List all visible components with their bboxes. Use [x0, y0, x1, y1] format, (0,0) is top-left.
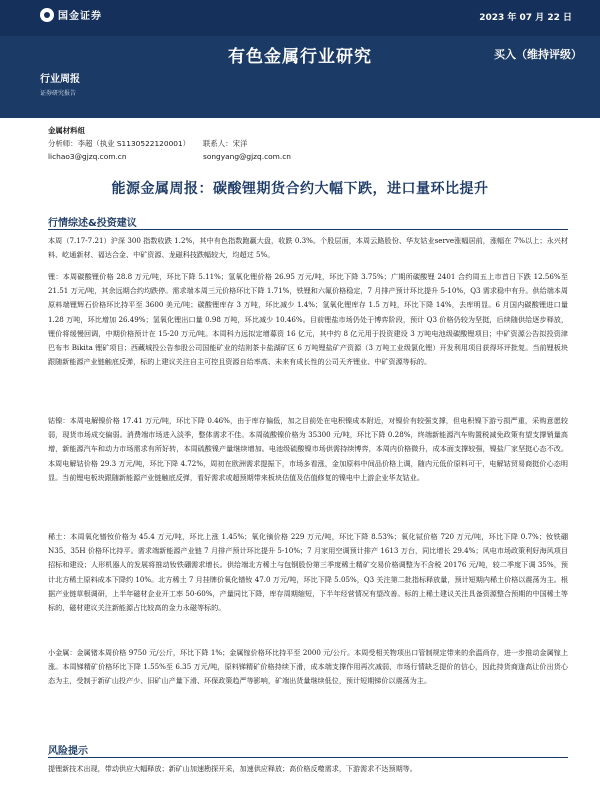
report-department: 证券研究报告 — [40, 90, 77, 97]
report-headline: 能源金属周报：碳酸锂期货合约大幅下跌，进口量环比提升 — [111, 181, 489, 197]
rare-earth-paragraph: 稀土：本周氧化镨钕价格为 45.4 万元/吨，环比上涨 1.45%；氧化镝价格 229 万元/吨，环比下降 8.53%；氧化铽价格 720 万元/吨，环比下降 0.7%；钕铁硼 N35、35H 价格环比持平。需求端新能源产业链 7 月排产预计环比提升 5-10%；7 月家用空调预计排产 1613 万台，同比增长 29.4%；风电市场政策利好海风项目招标和建设；人形机器人的发展将推动钕铁硼需求增长。供给端北方稀土与包钢股份第三季度稀土精矿交易价格调整为不含税 20176 元/吨，较二季度下调 35%，预计北方稀土原料成本下降约 10%。北方稀土 7 月挂牌价氧化镨钕 47.0 万元/吨，环比下降 5.05%，Q3 关注第二批指标释放量，预计短期内稀土价格以震荡为主。根据产业链草根调研，上半年磁材企业开工率 50-60%，产量同比下降，库存周期缩短，下半年经营情况有望改善。标的上稀土建议关注具备资源整合预期的中国稀土等标的，磁材建议关注新能源占比较高的金力永磁等标的。 — [48, 532, 568, 613]
company-logo-text: 国金证券 — [58, 11, 102, 22]
investment-rating: 买入（维持评级） — [494, 48, 582, 61]
market-overview-paragraph: 本周（7.17-7.21）沪深 300 指数收跌 1.2%，其中有色指数跑赢大盘，收跌 0.3%。个股层面，本周云路股份、华友钴业serve涨幅居前，涨幅在 7%以上；永兴材料、屹通新材、福达合金、中矿资源、龙磁科技跌幅较大，均超过 5%。 — [48, 236, 568, 260]
report-type: 行业周报 — [40, 74, 80, 85]
analyst-email[interactable]: lichao3@gjzq.com.cn — [48, 152, 127, 161]
minor-metals-paragraph: 小金属：金属锗本周价格 9750 元/公斤，环比下降 1%；金属镓价格环比持平至 2000 元/公斤。本周受相关物项出口管制规定带来的余温尚存，进一步推动金属镓上涨。本周锑精矿价格环比下降 1.55%至 6.35 万元/吨，原料锑精矿价格持续下滑，成本端支撑作用再次减弱，市场行情缺乏提价的信心，因此持货商逢高让价出货心态为主，受制于新矿山投产少、旧矿山产量下滑、环保政策趋严等影响，矿端出货量继续低位，预计短期锑价以震荡为主。 — [48, 648, 568, 686]
industry-group: 金属材料组 — [48, 126, 85, 135]
risk-paragraph: 提锂新技术出现，带动供应大幅释放；新矿山加速勘探开采，加速供应释放；高价格反噬需求，下游需求不达预期等。 — [48, 764, 417, 773]
section-title-risk: 风险提示 — [48, 746, 88, 757]
report-date: 2023 年 07 月 22 日 — [479, 13, 572, 23]
section-divider — [48, 229, 568, 230]
report-header — [0, 0, 600, 118]
section-divider — [48, 757, 568, 758]
analyst-name: 分析师：李超（执业 S1130522120001） — [48, 139, 191, 148]
contact-email[interactable]: songyang@gjzq.com.cn — [203, 152, 291, 161]
lithium-paragraph: 锂：本周碳酸锂价格 28.8 万元/吨，环比下降 5.11%；氢氧化锂价格 26.95 万元/吨，环比下降 3.75%；广期所碳酸锂 2401 合约周五上市首日下跌 12.56%至 21.51 万元/吨，其余远期合约均跌停。需求端本周三元价格环比下降 1.71%，铁锂和六氟价格稳定，7 月排产预计环比提升 5-10%，Q3 需求稳中有升。供给端本周原料端锂辉石价格环比持平至 3600 美元/吨；碳酸锂库存 3 万吨，环比减少 1.4%；氢氧化锂库存 1.5 万吨，环比下降 14%，去库明显。6 月国内碳酸锂进口量 1.28 万吨，环比增加 26.49%；氢氧化锂出口量 0.98 万吨，环比减少 10.46%。目前锂盐市场仍处于博弈阶段，预计 Q3 价格仍较为坚挺，后续随供给逐步释放，锂价将缓慢回调，中期价格预计在 15-20 万元/吨。本周科力远拟定增募资 16 亿元，其中约 8 亿元用于投资建设 3 万吨电池级碳酸锂项目；中矿资源公告拟投资津巴布韦 Bikita 锂矿项目；西藏城投公告参股公司国能矿业的结则茶卡盐湖矿区 6 万吨锂盐矿产资源（3 万吨工业级氯化锂）开发利用项目获得环评批复。当前锂板块跟随新能源产业链触底反弹，标的上建议关注自主可控且资源自给率高、未来有成长性的公司天齐锂业、中矿资源等标的。 — [48, 272, 568, 367]
analyst-block — [48, 126, 568, 166]
section-title-summary: 行情综述&投资建议 — [48, 218, 137, 229]
report-title: 有色金属行业研究 — [228, 47, 372, 67]
logo-icon — [40, 8, 54, 22]
contact-name: 联系人：宋洋 — [203, 139, 248, 148]
cobalt-nickel-paragraph: 钴镍：本周电解镍价格 17.41 万元/吨，环比下降 0.46%，由于库存偏低，加之目前处在电积镍成本附近，对镍价有较强支撑，但电积镍下游亏损严重，采购意愿较弱，现货市场成交偏弱。消费端市场进入淡季，整体需求不佳。本周硫酸镍价格为 35300 元/吨，环比下降 0.28%，终端新能源汽车购置税减免政策有望支撑销量高增，新能源汽车和动力市场需求有所好转，本周硫酸镍产量继续增加。电池级硫酸镍市场供需持续博弈，本周内价格微升，成本面支撑较强，镍盐厂家坚挺心态不改。本周电解钴价格 29.3 万元/吨，环比下降 4.72%，周初在欧洲需求提振下，市场多看涨，金加原料中间品价格上调，随内元低价原料可干，电解钴贸易商挺价心态明显。当前锂电板块跟随新能源产业链触底反弹，看好需求或超预期带来板块估值及估值修复的镍电中上游企业华友钴业。 — [48, 416, 568, 482]
